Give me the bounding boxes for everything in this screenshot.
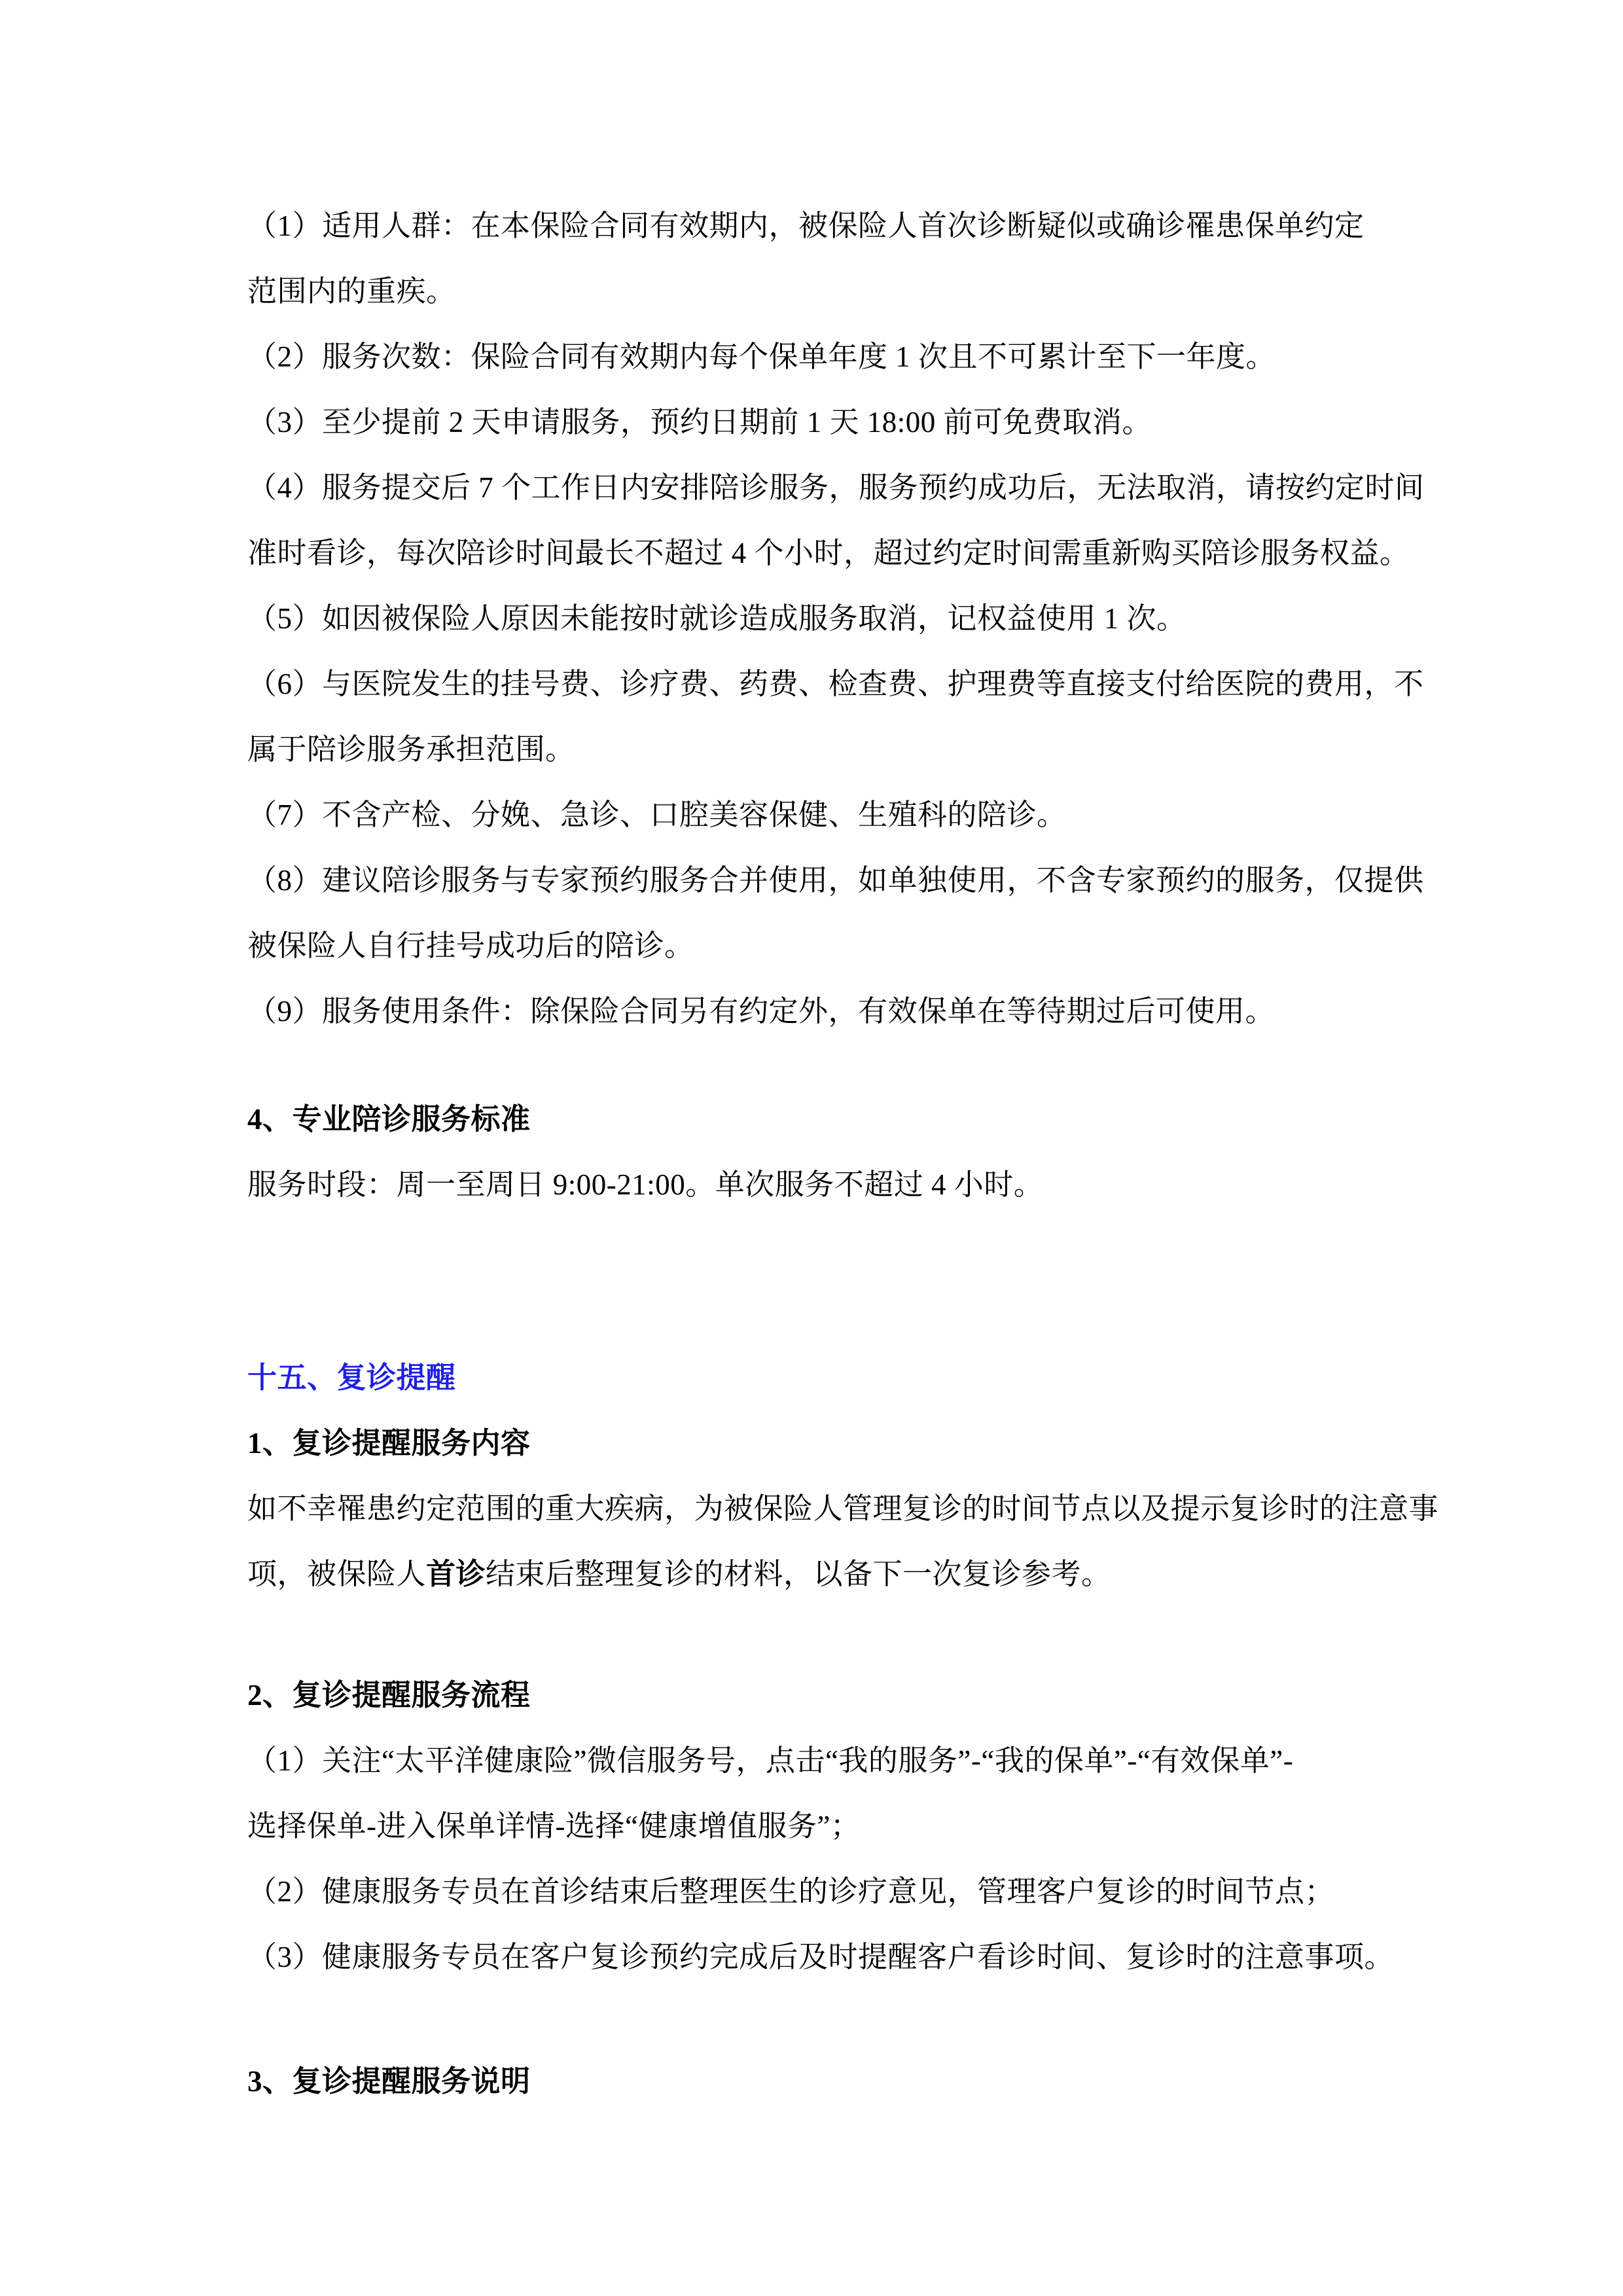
process-step-1-cont <box>247 1793 1406 1859</box>
clause-2 <box>247 324 1406 389</box>
text-run: 准时看诊，每次陪诊时间最长不超过 4 个小时，超过约定时间需重新购买陪诊服务权益。 <box>247 537 1410 569</box>
clause-1-cont <box>247 259 1406 324</box>
process-step-3 <box>247 1924 1406 1990</box>
text-run: 服务时段：周一至周日 9:00-21:00。单次服务不超过 4 小时。 <box>247 1168 1044 1201</box>
heading-service-process <box>247 1662 1406 1728</box>
section-15-title <box>247 1345 1406 1410</box>
text-run: 十五、复诊提醒 <box>247 1361 456 1394</box>
clause-6-cont <box>247 717 1406 782</box>
clause-4 <box>247 455 1425 520</box>
clause-3 <box>247 389 1406 455</box>
emphasized-text-run: 首诊 <box>426 1558 486 1590</box>
text-run: 2、复诊提醒服务流程 <box>247 1679 531 1712</box>
clause-4-cont <box>247 520 1410 586</box>
text-run: 属于陪诊服务承担范围。 <box>247 733 575 766</box>
text-run: （3）健康服务专员在客户复诊预约完成后及时提醒客户看诊时间、复诊时的注意事项。 <box>247 1941 1395 1973</box>
clause-6 <box>247 651 1424 717</box>
process-step-2 <box>247 1859 1406 1924</box>
text-run: （6）与医院发生的挂号费、诊疗费、药费、检查费、护理费等直接支付给医院的费用，不 <box>247 668 1424 700</box>
clause-8 <box>247 848 1424 913</box>
clause-7 <box>247 782 1406 848</box>
heading-service-notes <box>247 2049 1406 2114</box>
text-run: 项，被保险人 <box>247 1558 427 1590</box>
clause-1 <box>247 193 1406 259</box>
text-run: 被保险人自行挂号成功后的陪诊。 <box>247 929 694 962</box>
text-run: 范围内的重疾。 <box>247 275 456 308</box>
text-run: 选择保单-进入保单详情-选择“健康增值服务”； <box>247 1810 861 1842</box>
heading-service-content <box>247 1410 1406 1476</box>
text-run: 如不幸罹患约定范围的重大疾病，为被保险人管理复诊的时间节点以及提示复诊时的注意事 <box>247 1492 1439 1525</box>
service-content-line-2 <box>247 1541 1406 1607</box>
text-run: （8）建议陪诊服务与专家预约服务合并使用，如单独使用，不含专家预约的服务，仅提供 <box>247 864 1424 897</box>
text-run: （7）不含产检、分娩、急诊、口腔美容保健、生殖科的陪诊。 <box>247 798 1067 831</box>
document-body <box>247 193 1439 2114</box>
clause-8-cont <box>247 913 1406 978</box>
text-run: （1）关注“太平洋健康险”微信服务号，点击“我的服务”-“我的保单”-“有效保单”- <box>247 1744 1294 1777</box>
text-run: （4）服务提交后 7 个工作日内安排陪诊服务，服务预约成功后，无法取消，请按约定时间 <box>247 471 1425 504</box>
clause-5 <box>247 586 1406 651</box>
text-run: （3）至少提前 2 天申请服务，预约日期前 1 天 18:00 前可免费取消。 <box>247 406 1152 439</box>
clause-9 <box>247 978 1406 1044</box>
process-step-1 <box>247 1728 1406 1793</box>
service-hours <box>247 1152 1406 1217</box>
text-run: 结束后整理复诊的材料，以备下一次复诊参考。 <box>486 1558 1111 1590</box>
text-run: （9）服务使用条件：除保险合同另有约定外，有效保单在等待期过后可使用。 <box>247 995 1275 1028</box>
service-content-line-1 <box>247 1476 1439 1541</box>
text-run: （2）健康服务专员在首诊结束后整理医生的诊疗意见，管理客户复诊的时间节点； <box>247 1875 1335 1908</box>
heading-escort-standard <box>247 1086 1406 1152</box>
text-run: （5）如因被保险人原因未能按时就诊造成服务取消，记权益使用 1 次。 <box>247 602 1186 635</box>
text-run: 3、复诊提醒服务说明 <box>247 2065 531 2098</box>
text-run: 4、专业陪诊服务标准 <box>247 1103 531 1136</box>
text-run: 1、复诊提醒服务内容 <box>247 1427 531 1460</box>
text-run: （2）服务次数：保险合同有效期内每个保单年度 1 次且不可累计至下一年度。 <box>247 340 1276 373</box>
text-run: （1）适用人群：在本保险合同有效期内，被保险人首次诊断疑似或确诊罹患保单约定 <box>247 209 1364 242</box>
